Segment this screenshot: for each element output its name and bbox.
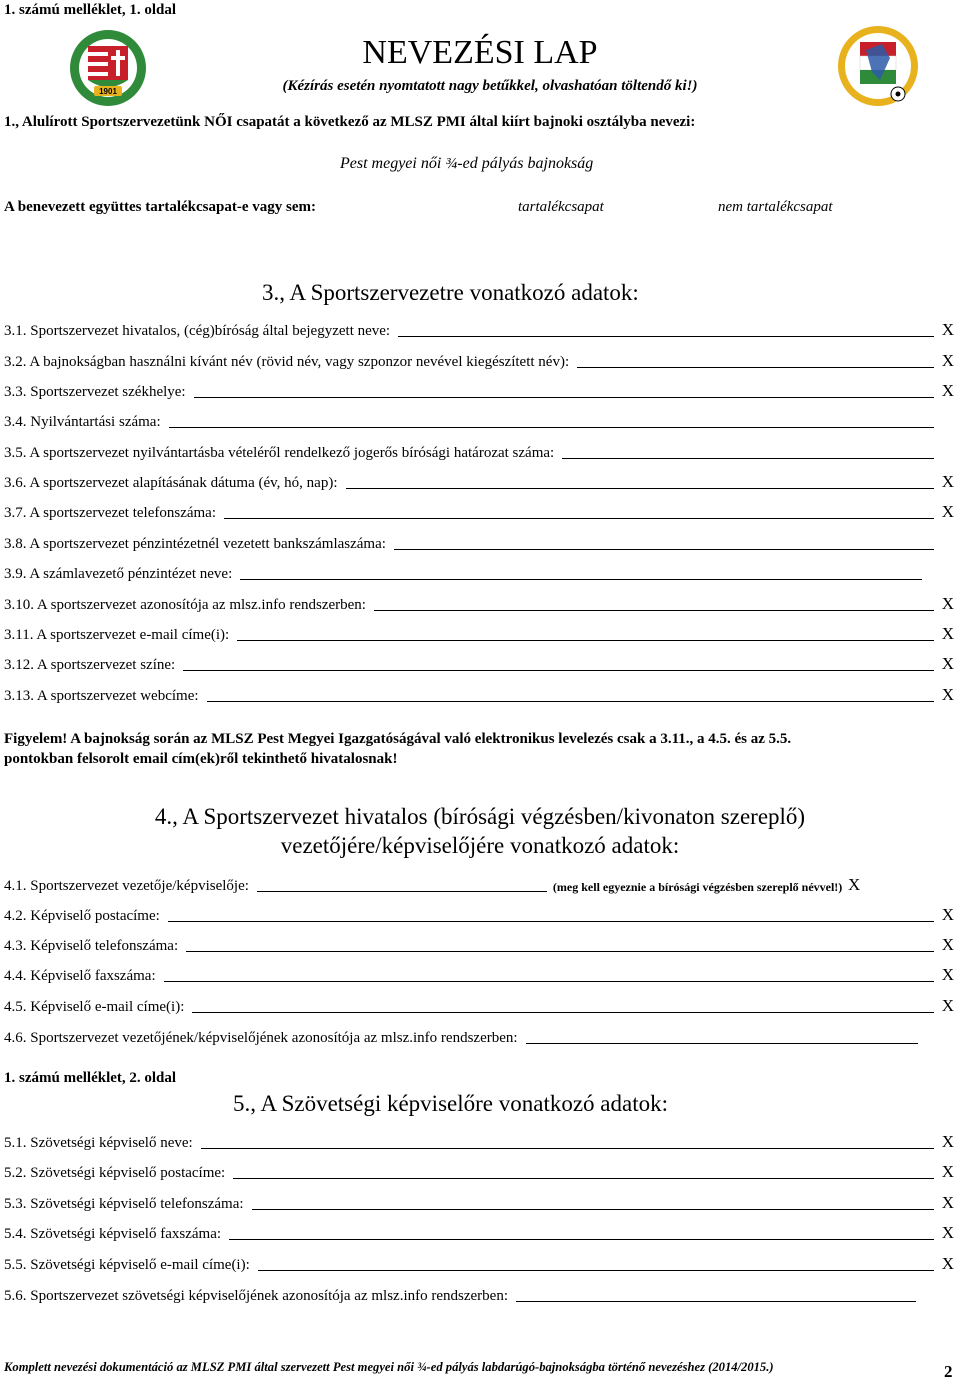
section-3-input-line[interactable]	[183, 670, 934, 671]
page2-header: 1. számú melléklet, 2. oldal	[4, 1070, 177, 1086]
section-4-label: 4.4. Képviselő faxszáma:	[4, 968, 156, 984]
section-3-input-line[interactable]	[224, 518, 934, 519]
section-5-input-line[interactable]	[516, 1301, 916, 1302]
section-3-label: 3.8. A sportszervezet pénzintézetnél vezetett bankszámlaszáma:	[4, 536, 386, 552]
section4-title-line2: vezetőjére/képviselőjére vonatkozó adatok:	[280, 833, 680, 858]
section-3-input-line[interactable]	[346, 488, 935, 489]
section-4-required-mark: X	[941, 996, 954, 1015]
section-4-label: 4.6. Sportszervezet vezetőjének/képviselőjének azonosítója az mlsz.info rendszerben:	[4, 1030, 518, 1046]
section-3-input-line[interactable]	[237, 640, 934, 641]
section-3-row	[4, 440, 954, 462]
section-4-input-line[interactable]	[257, 891, 547, 892]
section-4-row	[4, 1025, 938, 1047]
section-5-row	[4, 1221, 954, 1243]
section-4-label: 4.1. Sportszervezet vezetője/képviselője:	[4, 878, 249, 894]
section-3-label: 3.3. Sportszervezet székhelye:	[4, 384, 186, 400]
section-3-row	[4, 561, 942, 583]
section-4-input-line[interactable]	[526, 1043, 918, 1044]
section-4-required-mark: X	[848, 875, 861, 894]
section-5-row	[4, 1252, 954, 1274]
section-3-input-line[interactable]	[240, 579, 922, 580]
section-3-input-line[interactable]	[374, 610, 934, 611]
section-3-label: 3.1. Sportszervezet hivatalos, (cég)bíróság által bejegyzett neve:	[4, 323, 391, 339]
logo-year: 1901	[99, 87, 117, 96]
section-5-row	[4, 1191, 954, 1213]
section-5-input-line[interactable]	[258, 1270, 934, 1271]
section-3-label: 3.4. Nyilvántartási száma:	[4, 414, 161, 430]
section4-title-line1: 4., A Sportszervezet hivatalos (bírósági végzésben/kivonaton szereplő)	[154, 804, 806, 829]
section-3-row	[4, 379, 954, 401]
section5-title: 5., A Szövetségi képviselőre vonatkozó adatok:	[233, 1091, 668, 1116]
section-4-label: 4.5. Képviselő e-mail címe(i):	[4, 999, 185, 1015]
section-3-required-mark: X	[941, 502, 954, 521]
reserve-option-no[interactable]: nem tartalékcsapat	[718, 199, 833, 215]
section-3-required-mark: X	[941, 351, 954, 370]
section-3-row	[4, 349, 954, 371]
section-5-label: 5.6. Sportszervezet szövetségi képviselőjének azonosítója az mlsz.info rendszerben:	[4, 1288, 508, 1304]
section-5-input-line[interactable]	[252, 1209, 934, 1210]
reserve-question: A benevezett együttes tartalékcsapat-e vagy sem:	[4, 199, 316, 215]
subtitle: (Kézírás esetén nyomtatott nagy betűkkel, olvashatóan töltendő ki!)	[282, 78, 698, 94]
section-3-row	[4, 652, 954, 674]
section-5-input-line[interactable]	[233, 1178, 934, 1179]
section-3-required-mark: X	[941, 685, 954, 704]
section-3-row	[4, 500, 954, 522]
section-5-label: 5.3. Szövetségi képviselő telefonszáma:	[4, 1196, 244, 1212]
section-5-row	[4, 1130, 954, 1152]
section3-title: 3., A Sportszervezetre vonatkozó adatok:	[262, 280, 639, 305]
section-3-input-line[interactable]	[169, 427, 934, 428]
section-3-label: 3.10. A sportszervezet azonosítója az mlsz.info rendszerben:	[4, 597, 366, 613]
section-3-required-mark: X	[941, 654, 954, 673]
section-5-required-mark: X	[941, 1132, 954, 1151]
section-4-label: 4.2. Képviselő postacíme:	[4, 908, 160, 924]
page-title: NEVEZÉSI LAP	[362, 34, 598, 71]
section-4-required-mark: X	[941, 935, 954, 954]
section-4-note: (meg kell egyeznie a bírósági végzésben szereplő névvel!)	[552, 880, 843, 894]
section-3-input-line[interactable]	[207, 701, 934, 702]
page-header: 1. számú melléklet, 1. oldal	[4, 2, 177, 18]
section-4-row	[4, 873, 954, 895]
section-4-input-line[interactable]	[186, 951, 934, 952]
page-number: 2	[944, 1362, 953, 1381]
section-3-required-mark: X	[941, 594, 954, 613]
league-name: Pest megyei női ¾-ed pályás bajnokság	[340, 155, 594, 172]
section-5-label: 5.5. Szövetségi képviselő e-mail címe(i):	[4, 1257, 250, 1273]
section-3-required-mark: X	[941, 320, 954, 339]
section-3-label: 3.11. A sportszervezet e-mail címe(i):	[4, 627, 230, 643]
section-3-row	[4, 409, 954, 431]
section-4-row	[4, 994, 954, 1016]
section-5-row	[4, 1283, 936, 1305]
section-3-input-line[interactable]	[394, 549, 934, 550]
section-3-row	[4, 318, 954, 340]
section-3-required-mark: X	[941, 472, 954, 491]
section-5-label: 5.1. Szövetségi képviselő neve:	[4, 1135, 193, 1151]
section-3-row	[4, 683, 954, 705]
section-4-row	[4, 933, 954, 955]
section-5-label: 5.2. Szövetségi képviselő postacíme:	[4, 1165, 226, 1181]
section-3-label: 3.6. A sportszervezet alapításának dátuma (év, hó, nap):	[4, 475, 338, 491]
section-3-label: 3.7. A sportszervezet telefonszáma:	[4, 505, 217, 521]
section-3-label: 3.2. A bajnokságban használni kívánt név (rövid név, vagy szponzor nevével kiegészített név):	[4, 354, 570, 370]
section-4-label: 4.3. Képviselő telefonszáma:	[4, 938, 179, 954]
section-4-row	[4, 963, 954, 985]
section-4-required-mark: X	[941, 905, 954, 924]
section-3-input-line[interactable]	[562, 458, 934, 459]
section-3-row	[4, 470, 954, 492]
section-3-required-mark: X	[941, 624, 954, 643]
section-5-required-mark: X	[941, 1254, 954, 1273]
section-3-label: 3.5. A sportszervezet nyilvántartásba vételéről rendelkező jogerős bírósági határozat száma:	[4, 445, 555, 461]
section-3-label: 3.9. A számlavezető pénzintézet neve:	[4, 566, 233, 582]
section-3-input-line[interactable]	[577, 367, 934, 368]
intro-text: 1., Alulírott Sportszervezetünk NŐI csapatát a következő az MLSZ PMI által kiírt bajnoki osztályba nevezi:	[4, 114, 696, 130]
section-4-input-line[interactable]	[192, 1012, 934, 1013]
section-3-label: 3.12. A sportszervezet színe:	[4, 657, 176, 673]
section-3-row	[4, 592, 954, 614]
section-5-required-mark: X	[941, 1193, 954, 1212]
section-3-row	[4, 622, 954, 644]
section-5-required-mark: X	[941, 1162, 954, 1181]
section-3-required-mark: X	[941, 381, 954, 400]
footer-text: Komplett nevezési dokumentáció az MLSZ PMI által szervezett Pest megyei női ¾-ed pályás labdarúgó-bajnokságba történő nevezéshez (2014/2015.)	[4, 1360, 774, 1374]
section-4-row	[4, 903, 954, 925]
section-4-input-line[interactable]	[164, 981, 934, 982]
notice-line1: Figyelem! A bajnokság során az MLSZ Pest Megyei Igazgatóságával való elektronikus levelezés csak a 3.11., a 4.5. és az 5.5.	[4, 731, 792, 747]
notice-line2: pontokban felsorolt email cím(ek)ről tekinthető hivatalosnak!	[4, 751, 398, 767]
section-3-label: 3.13. A sportszervezet webcíme:	[4, 688, 199, 704]
section-5-row	[4, 1160, 954, 1182]
section-5-label: 5.4. Szövetségi képviselő faxszáma:	[4, 1226, 222, 1242]
section-4-required-mark: X	[941, 965, 954, 984]
reserve-option-yes[interactable]: tartalékcsapat	[518, 199, 604, 215]
section-3-input-line[interactable]	[194, 397, 934, 398]
section-3-input-line[interactable]	[398, 336, 934, 337]
section-3-row	[4, 531, 954, 553]
section-4-input-line[interactable]	[168, 921, 934, 922]
section-5-required-mark: X	[941, 1223, 954, 1242]
section-5-input-line[interactable]	[201, 1148, 934, 1149]
section-5-input-line[interactable]	[229, 1239, 934, 1240]
